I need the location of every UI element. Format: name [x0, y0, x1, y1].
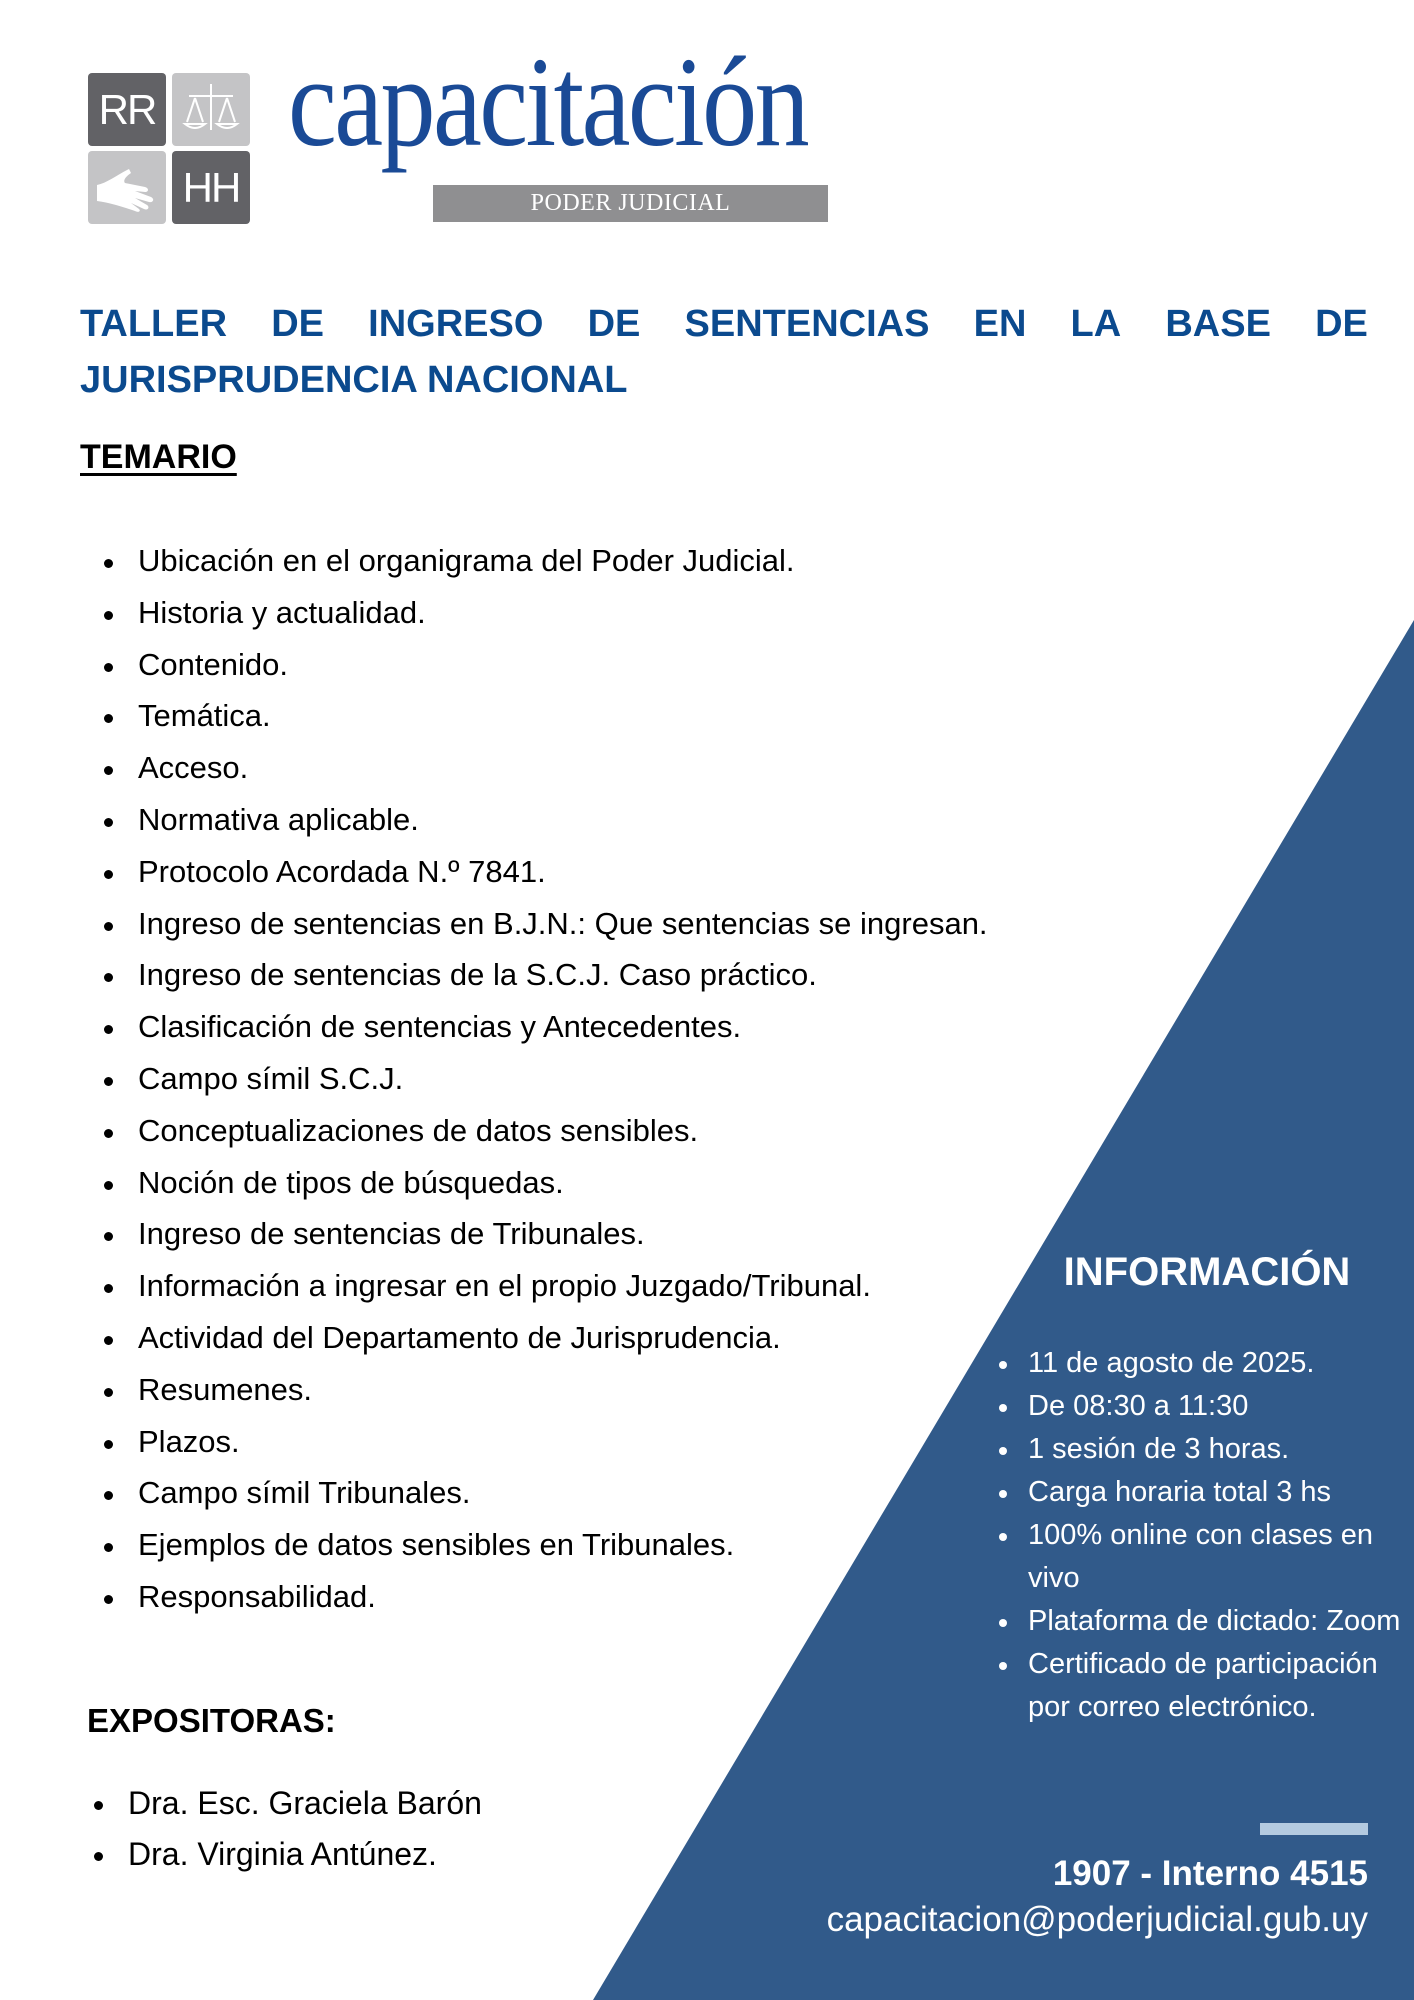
logo-hh-text: HH: [182, 163, 240, 211]
brand-wordmark: capacitación: [288, 31, 808, 173]
title-word: LA: [1070, 303, 1122, 345]
list-item: Acceso.: [100, 742, 988, 794]
info-item: 11 de agosto de 2025.: [995, 1342, 1414, 1385]
logo-rr-text: RR: [98, 85, 156, 133]
title-word: DE: [271, 303, 324, 345]
info-item: De 08:30 a 11:30: [995, 1385, 1414, 1428]
title-line-2: JURISPRUDENCIA NACIONAL: [80, 359, 628, 401]
brand-subtitle: PODER JUDICIAL: [433, 185, 828, 222]
list-item: Actividad del Departamento de Jurisprudencia.: [100, 1312, 988, 1364]
list-item: Contenido.: [100, 639, 988, 691]
rrhh-logo: [88, 73, 252, 223]
expositoras-heading: EXPOSITORAS:: [87, 1702, 336, 1739]
title-word: BASE: [1165, 303, 1271, 345]
title-word: DE: [1315, 303, 1368, 345]
informacion-heading: INFORMACIÓN: [1063, 1250, 1351, 1294]
scales-of-justice-icon: [172, 73, 250, 146]
list-item: Campo símil S.C.J.: [100, 1053, 988, 1105]
list-item: Ingreso de sentencias en B.J.N.: Que sentencias se ingresan.: [100, 898, 988, 950]
list-item: Noción de tipos de búsquedas.: [100, 1157, 988, 1209]
info-item: Certificado de participación por correo electrónico.: [995, 1643, 1414, 1729]
title-word: EN: [973, 303, 1027, 345]
logo-tile-hh: [172, 151, 250, 224]
title-word: INGRESO: [368, 303, 544, 345]
info-item: Plataforma de dictado: Zoom: [995, 1600, 1414, 1643]
list-item: Ejemplos de datos sensibles en Tribunales.: [100, 1519, 988, 1571]
list-item: Clasificación de sentencias y Antecedentes.: [100, 1001, 988, 1053]
contact-email[interactable]: capacitacion@poderjudicial.gub.uy: [826, 1900, 1368, 1939]
contact-phone: 1907 - Interno 4515: [1052, 1854, 1368, 1893]
page-title: [80, 296, 1368, 408]
list-item: Ingreso de sentencias de Tribunales.: [100, 1208, 988, 1260]
informacion-list: [995, 1342, 1414, 1729]
list-item: Ubicación en el organigrama del Poder Judicial.: [100, 535, 988, 587]
list-item: Resumenes.: [100, 1364, 988, 1416]
list-item: Ingreso de sentencias de la S.C.J. Caso práctico.: [100, 949, 988, 1001]
temario-list: [100, 535, 988, 1623]
list-item: Conceptualizaciones de datos sensibles.: [100, 1105, 988, 1157]
info-item: 1 sesión de 3 horas.: [995, 1428, 1414, 1471]
list-item: Campo símil Tribunales.: [100, 1467, 988, 1519]
title-word: SENTENCIAS: [684, 303, 930, 345]
logo-tile-rr: [88, 73, 166, 146]
title-word: TALLER: [80, 303, 228, 345]
temario-heading: TEMARIO: [80, 438, 237, 476]
title-line-1: [80, 296, 1368, 352]
accent-bar: [1260, 1823, 1368, 1835]
list-item: Plazos.: [100, 1416, 988, 1468]
info-item: Carga horaria total 3 hs: [995, 1471, 1414, 1514]
list-item: Temática.: [100, 690, 988, 742]
speaker-item: Dra. Esc. Graciela Barón: [90, 1778, 482, 1829]
list-item: Información a ingresar en el propio Juzgado/Tribunal.: [100, 1260, 988, 1312]
speaker-item: Dra. Virginia Antúnez.: [90, 1829, 482, 1880]
list-item: Protocolo Acordada N.º 7841.: [100, 846, 988, 898]
title-word: DE: [587, 303, 641, 345]
list-item: Normativa aplicable.: [100, 794, 988, 846]
info-item: 100% online con clases en vivo: [995, 1514, 1414, 1600]
list-item: Responsabilidad.: [100, 1571, 988, 1623]
list-item: Historia y actualidad.: [100, 587, 988, 639]
expositoras-list: [90, 1778, 482, 1880]
handshake-hand-icon: [88, 151, 166, 224]
